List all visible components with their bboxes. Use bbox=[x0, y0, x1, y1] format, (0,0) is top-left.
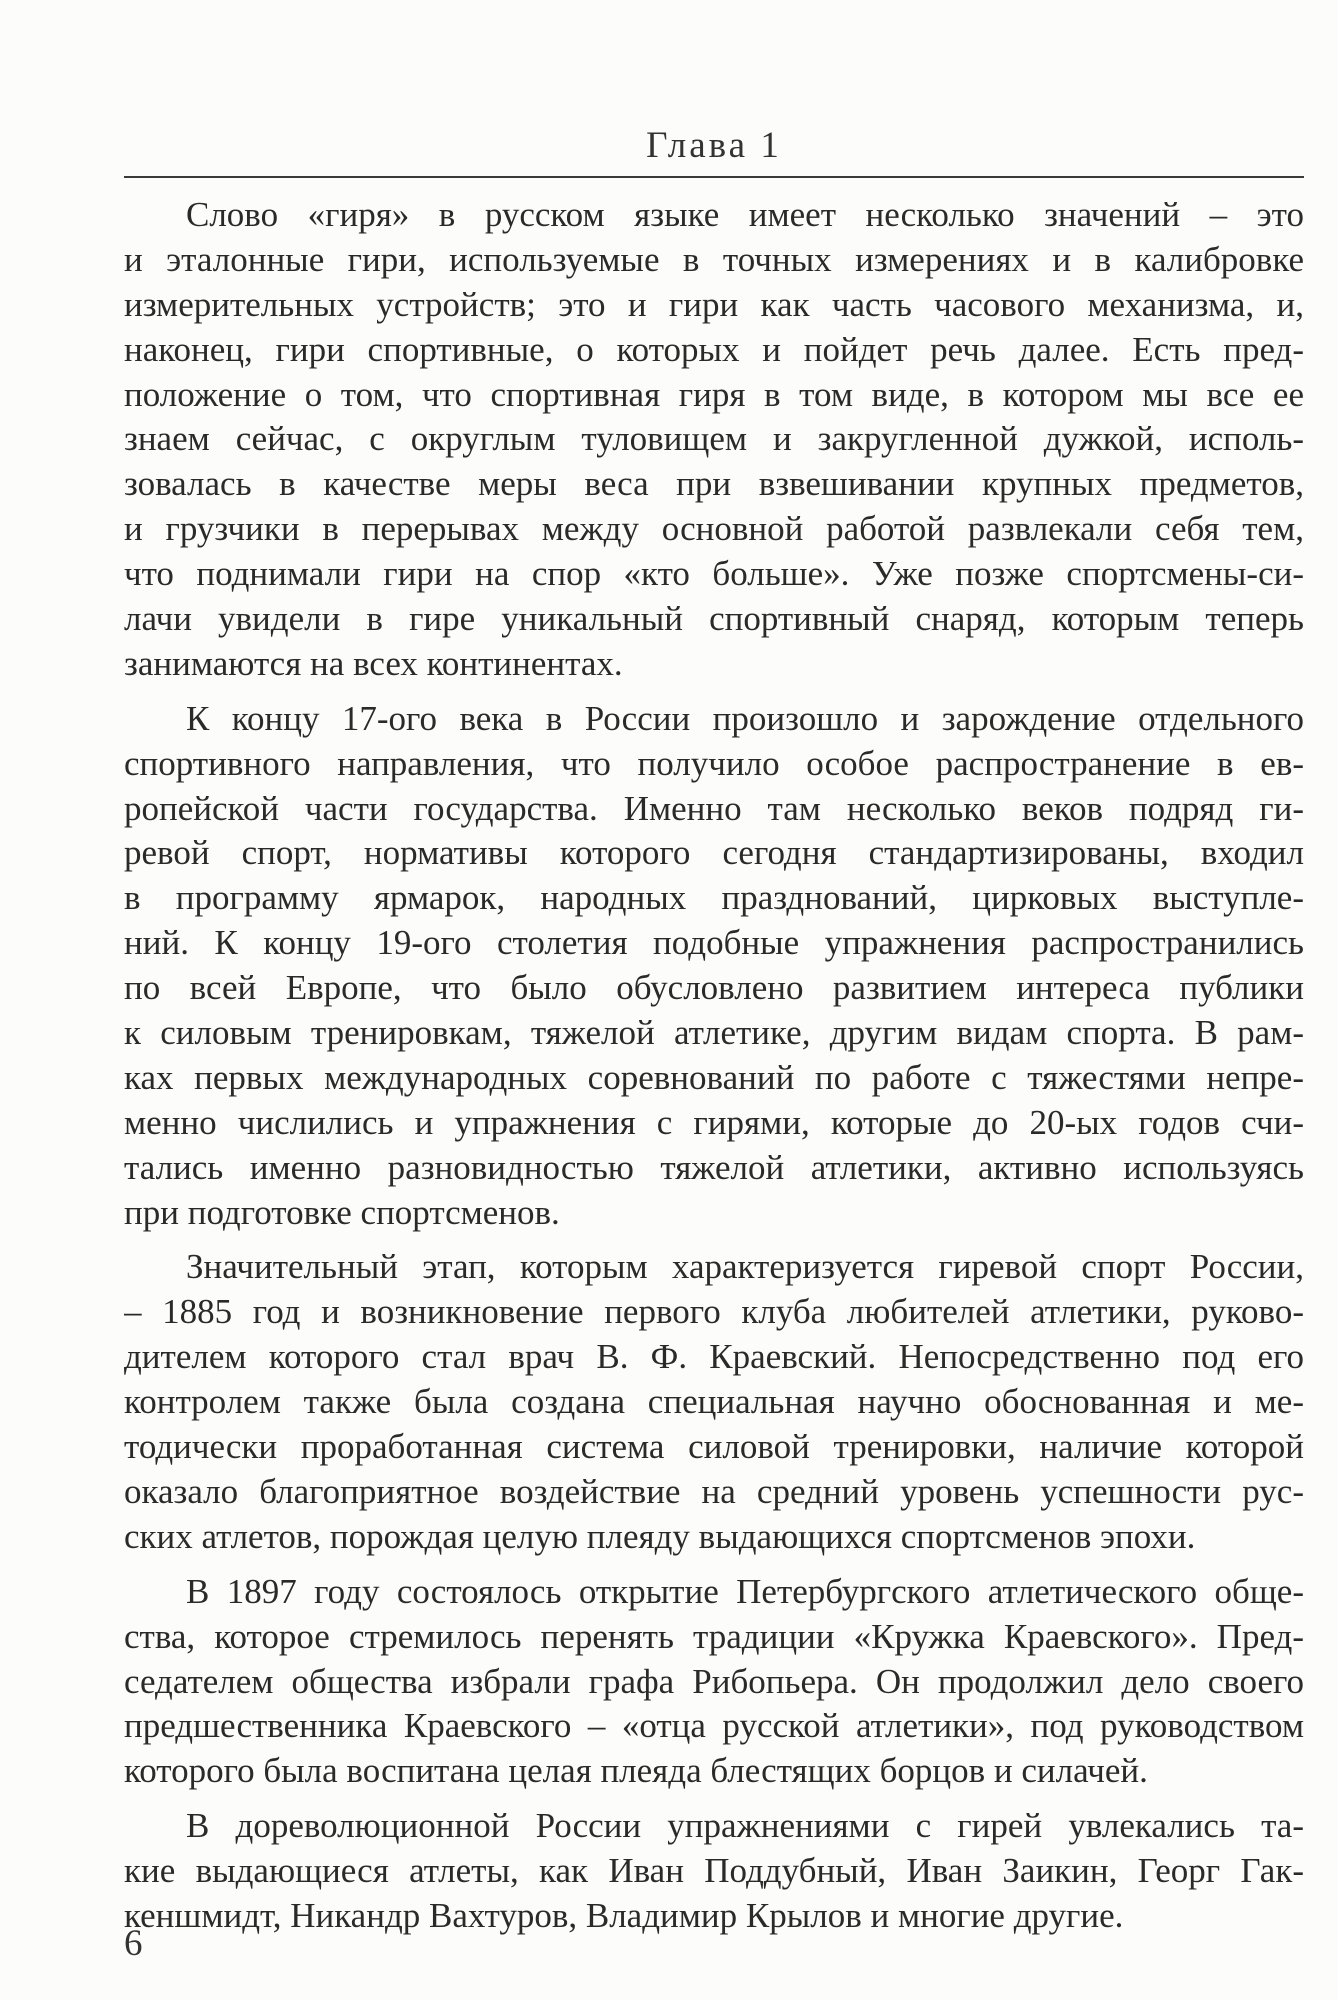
page-number: 6 bbox=[124, 1923, 143, 1964]
text-line: тодически проработанная система силовой тренировки, наличие которой bbox=[124, 1427, 1304, 1467]
body-text bbox=[124, 195, 1304, 1951]
text-line: ний. К концу 19-ого столетия подобные упражнения распространились bbox=[124, 923, 1304, 963]
text-line: седателем общества избрали графа Рибопьера. Он продолжил дело своего bbox=[124, 1661, 1304, 1701]
text-line: зовалась в качестве меры веса при взвешивании крупных предметов, bbox=[124, 464, 1304, 504]
text-line: кеншмидт, Никандр Вахтуров, Владимир Крылов и многие другие. bbox=[124, 1895, 1124, 1935]
text-line: лачи увидели в гире уникальный спортивный снаряд, которым теперь bbox=[124, 599, 1304, 639]
text-line: предшественника Краевского – «отца русской атлетики», под руководством bbox=[124, 1706, 1304, 1746]
text-line: Слово «гиря» в русском языке имеет несколько значений – это bbox=[186, 195, 1304, 234]
text-line: В 1897 году состоялось открытие Петербургского атлетического обще- bbox=[186, 1571, 1304, 1611]
text-line: ских атлетов, порождая целую плеяду выдающихся спортсменов эпохи. bbox=[124, 1516, 1196, 1556]
text-line: наконец, гири спортивные, о которых и пойдет речь далее. Есть пред- bbox=[124, 329, 1304, 369]
text-line: знаем сейчас, с округлым туловищем и закругленной дужкой, исполь- bbox=[124, 419, 1304, 459]
text-line: и эталонные гири, используемые в точных измерениях и в калибровке bbox=[124, 239, 1304, 279]
text-line: что поднимали гири на спор «кто больше». Уже позже спортсмены-си- bbox=[124, 554, 1304, 594]
text-line: контролем также была создана специальная научно обоснованная и ме- bbox=[124, 1382, 1304, 1422]
text-line: занимаются на всех континентах. bbox=[124, 643, 623, 683]
text-line: при подготовке спортсменов. bbox=[124, 1192, 560, 1232]
text-line: В дореволюционной России упражнениями с гирей увлекались та- bbox=[186, 1806, 1304, 1846]
paragraph bbox=[124, 1247, 1304, 1561]
text-line: ропейской части государства. Именно там несколько веков подряд ги- bbox=[124, 788, 1304, 828]
text-line: ревой спорт, нормативы которого сегодня стандартизированы, входил bbox=[124, 833, 1304, 873]
text-line: к силовым тренировкам, тяжелой атлетике, другим видам спорта. В рам- bbox=[124, 1013, 1304, 1053]
text-line: тались именно разновидностью тяжелой атлетики, активно используясь bbox=[124, 1147, 1304, 1187]
text-line: и грузчики в перерывах между основной работой развлекали себя тем, bbox=[124, 509, 1304, 549]
text-line: К концу 17-ого века в России произошло и зарождение отдельного bbox=[186, 698, 1304, 738]
text-line: спортивного направления, что получило особое распространение в ев- bbox=[124, 743, 1304, 783]
text-line: дителем которого стал врач В. Ф. Краевский. Непосредственно под его bbox=[124, 1337, 1304, 1377]
paragraph bbox=[124, 699, 1304, 1238]
text-line: измерительных устройств; это и гири как часть часового механизма, и, bbox=[124, 284, 1304, 324]
text-line: положение о том, что спортивная гиря в том виде, в котором мы все ее bbox=[124, 374, 1304, 414]
text-line: по всей Европе, что было обусловлено развитием интереса публики bbox=[124, 968, 1304, 1008]
text-line: ках первых международных соревнований по работе с тяжестями непре- bbox=[124, 1057, 1304, 1097]
text-line: ства, которое стремилось перенять традиции «Кружка Краевского». Пред- bbox=[124, 1616, 1304, 1656]
text-line: – 1885 год и возникновение первого клуба любителей атлетики, руково- bbox=[124, 1292, 1304, 1332]
running-head: Глава 1 bbox=[646, 125, 782, 166]
paragraph bbox=[124, 1806, 1304, 1941]
text-line: менно числились и упражнения с гирями, которые до 20-ых годов счи- bbox=[124, 1102, 1304, 1142]
text-line: Значительный этап, которым характеризуется гиревой спорт России, bbox=[186, 1247, 1304, 1287]
text-line: кие выдающиеся атлеты, как Иван Поддубный, Иван Заикин, Георг Гак- bbox=[124, 1851, 1304, 1891]
header-rule bbox=[124, 176, 1304, 178]
text-line: которого была воспитана целая плеяда блестящих борцов и силачей. bbox=[124, 1751, 1148, 1791]
text-line: в программу ярмарок, народных празднований, цирковых выступле- bbox=[124, 878, 1304, 918]
text-line: оказало благоприятное воздействие на средний уровень успешности рус- bbox=[124, 1471, 1304, 1511]
paragraph bbox=[124, 195, 1304, 689]
paragraph bbox=[124, 1572, 1304, 1796]
